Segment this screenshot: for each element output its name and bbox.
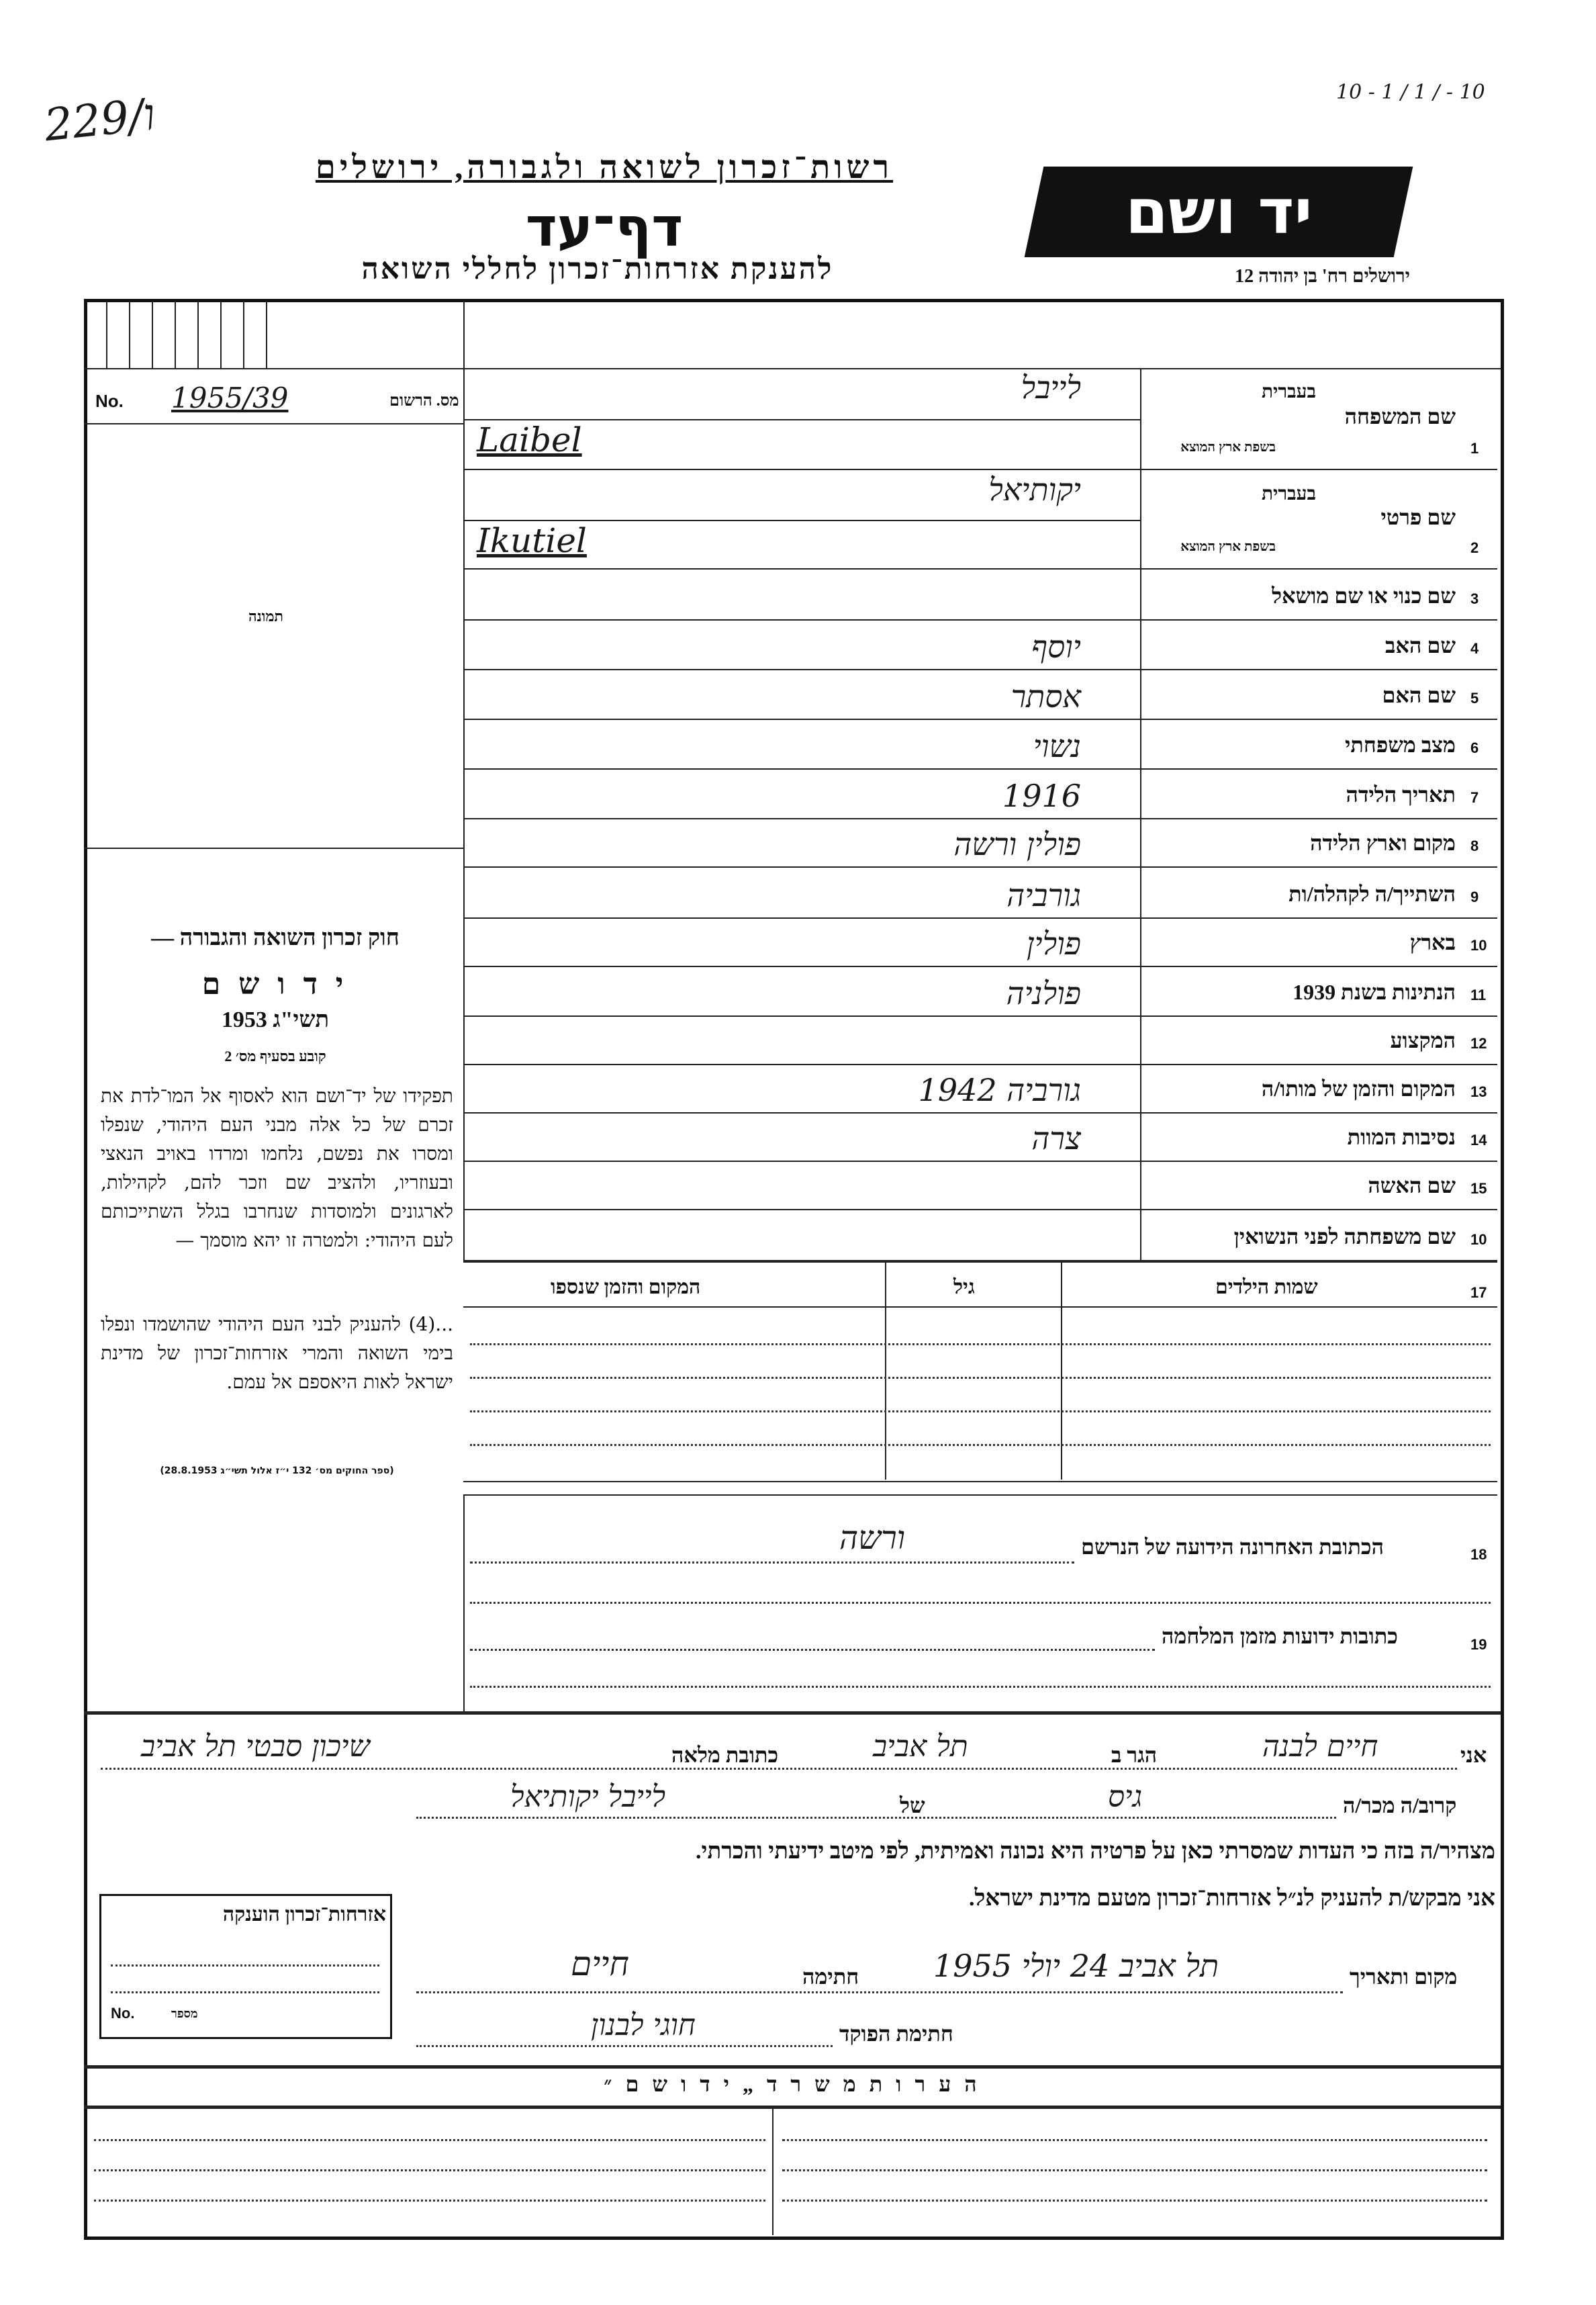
field-value: יקותיאל: [988, 471, 1081, 508]
field-value: פולניה: [1006, 975, 1081, 1011]
decl-officer-label: חתימת הפוקד: [839, 2022, 953, 2046]
law-year: תשי"ג 1953: [221, 1007, 330, 1032]
field-row-3: [463, 570, 1497, 621]
reg-no-label: No.: [95, 391, 124, 411]
field-num: 2: [1470, 539, 1479, 556]
field-label: שם משפחתה לפני הנשואין: [1233, 1224, 1456, 1249]
photo-label: תמונה: [248, 608, 283, 625]
address: ירושלים רח' בן יהודה 12: [1235, 266, 1410, 287]
field-value-latin: Ikutiel: [477, 521, 587, 560]
field-row-2: [463, 470, 1497, 570]
field-label: שם פרטי: [1380, 505, 1456, 529]
field-sub-hebrew: בעברית: [1261, 484, 1316, 504]
field-value: נשוי: [1033, 728, 1081, 764]
children-col-age: גיל: [953, 1276, 975, 1298]
field-label: בארץ: [1409, 930, 1456, 954]
law-name: י ד ו ש ם: [201, 968, 349, 1001]
field-label: נסיבות המוות: [1347, 1125, 1456, 1149]
form-title: דף־עד: [525, 196, 684, 259]
field-label: שם האב: [1385, 633, 1456, 658]
decl-gar-label: הגר ב: [1111, 1743, 1158, 1767]
field-num: 9: [1470, 889, 1479, 905]
field-num: 4: [1470, 640, 1479, 657]
children-col-names: שמות הילדים: [1215, 1276, 1318, 1298]
decl-line2: אני מבקש/ת להעניק לנ״ל אזרחות־זכרון מטעם מדינת ישראל.: [969, 1886, 1495, 1911]
field-num: 10: [1470, 937, 1487, 954]
field-row-5: [463, 670, 1497, 720]
field-label: השתייך/ה לקהלה/ות: [1288, 882, 1456, 906]
field18-label: הכתובת האחרונה הידועה של הנרשם: [1081, 1535, 1384, 1559]
decl-address-value: שיכון סבטי תל אביב: [141, 1729, 370, 1764]
field-row-12: [463, 1017, 1497, 1065]
field-row-6: [463, 720, 1497, 770]
children-num: 17: [1470, 1284, 1487, 1301]
field-num: 11: [1470, 987, 1487, 1003]
field-num: 6: [1470, 739, 1479, 756]
decl-gar-value: תל אביב: [873, 1729, 968, 1764]
decl-relation-label: קרוב/ה מכר/ה: [1343, 1793, 1457, 1817]
field-row-8: [463, 819, 1497, 868]
field-label: שם האשה: [1368, 1173, 1456, 1197]
field-value: אסתר: [1011, 678, 1081, 715]
field-label: תאריך הלידה: [1346, 782, 1456, 807]
children-col-place: המקום והזמן שנספו: [551, 1276, 701, 1298]
law-title: חוק זכרון השואה והגבורה —: [151, 925, 400, 950]
logo-text: יד ושם: [1125, 176, 1313, 248]
field-row-1: [463, 368, 1497, 470]
decl-ani: אני: [1460, 1743, 1487, 1767]
field-value: 1916: [1002, 778, 1081, 814]
field-num: 1: [1470, 440, 1479, 457]
citizenship-title: אזרחות־זכרון הוענקה: [222, 1903, 386, 1926]
law-clause: קובע בסעיף מס׳ 2: [224, 1048, 326, 1065]
field-num: 15: [1470, 1180, 1487, 1197]
field-value: יוסף: [1031, 629, 1081, 665]
field-row-14: [463, 1114, 1497, 1162]
field-value: פולין ורשה: [953, 826, 1081, 862]
field18-num: 18: [1470, 1546, 1487, 1563]
field-row-15: [463, 1162, 1497, 1210]
field-value: גורביה: [1006, 877, 1081, 913]
field-label: שם המשפחה: [1344, 404, 1456, 428]
decl-line1: מצהיר/ה בזה כי העדות שמסרתי כאן על פרטיה היא נכונה ואמיתית, לפי מיטב ידיעתי והכרתי.: [696, 1839, 1495, 1864]
field-value: צרה: [1031, 1120, 1081, 1157]
decl-signature-label: חתימה: [802, 1964, 859, 1989]
decl-signature-value: חיים: [571, 1944, 630, 1983]
field-num: 5: [1470, 690, 1479, 707]
field-num: 12: [1470, 1035, 1487, 1052]
field-row-13: [463, 1065, 1497, 1114]
field-row-10: [463, 919, 1497, 967]
decl-of-label: של: [900, 1793, 925, 1817]
field-row-9: [463, 868, 1497, 919]
field-sub-origin: בשפת ארץ המוצא: [1180, 440, 1276, 455]
field-row-16: [463, 1210, 1497, 1261]
field-num: 3: [1470, 590, 1479, 607]
decl-relation-value: גיס: [1108, 1780, 1143, 1814]
field-label: הנתינות בשנת 1939: [1293, 980, 1456, 1004]
field-label: מקום וארץ הלידה: [1310, 831, 1456, 855]
form-subtitle: להענקת אזרחות־זכרון לחללי השואה: [361, 253, 834, 285]
field-sub-hebrew: בעברית: [1261, 381, 1316, 402]
field-num: 7: [1470, 789, 1479, 806]
field-sub-origin: בשפת ארץ המוצא: [1180, 539, 1276, 554]
decl-officer-value: חוגי לבנון: [591, 2008, 696, 2042]
field18-value: ורשה: [839, 1519, 905, 1557]
decl-place-date-value: תל אביב 24 יולי 1955: [933, 1948, 1219, 1984]
decl-address-label: כתובת מלאה: [671, 1743, 779, 1767]
authority-line: רשות־זכרון לשואה ולגבורה, ירושלים: [315, 150, 894, 185]
citizenship-no-heb: מספר: [171, 2007, 198, 2020]
field-label: שם כנוי או שם מושאל: [1272, 584, 1456, 608]
field-num: 14: [1470, 1132, 1487, 1148]
field19-num: 19: [1470, 1636, 1487, 1653]
field-num: 8: [1470, 838, 1479, 854]
yad-vashem-logo: [1025, 167, 1413, 257]
remarks-title: ה ע ר ו ת מ ש ר ד „ י ד ו ש ם ״: [604, 2072, 981, 2096]
field-value: פולין: [1026, 925, 1081, 962]
field-value-latin: Laibel: [477, 420, 582, 459]
field-value: גורביה 1942: [918, 1072, 1081, 1108]
field-label: המקצוע: [1390, 1028, 1456, 1052]
decl-ani-value: חיים לבנה: [1262, 1729, 1378, 1764]
field-label: מצב משפחתי: [1344, 733, 1456, 757]
top-right-mark: 10 - 1 / 1 / - 10: [1336, 81, 1485, 104]
decl-place-date-label: מקום ותאריך: [1350, 1964, 1458, 1989]
field-row-4: [463, 621, 1497, 670]
field-value: לייבל: [1021, 369, 1081, 406]
decl-of-value: לייבל יקותיאל: [510, 1780, 666, 1814]
field-label: המקום והזמן של מותו/ה: [1261, 1077, 1456, 1101]
field-row-11: [463, 967, 1497, 1017]
citizenship-no-label: No.: [111, 2005, 135, 2022]
handwritten-reference: ו/229: [42, 88, 158, 152]
reg-no-heb-label: מס. הרשום: [389, 392, 459, 410]
field-num: 10: [1470, 1231, 1487, 1248]
field-label: שם האם: [1382, 683, 1456, 707]
law-body: תפקידו של יד־ושם הוא לאסוף אל המו־לדת את זכרם של כל אלה מבני העם היהודי, שנפלו ומסרו את נפשם, נלחמו ומרדו באויב הנאצי ובעוזריו, ולהציב שם וזכר להם, לקהילות, לארגונים ולמוסדות שנחרבו בגלל השתייכותם לעם היהודי: ולמטרה זו יהא מוסמך —: [101, 1085, 453, 1251]
law-source: (ספר החוקים מס׳ 132 י״ז אלול תשי״ג 28.8.1953): [160, 1465, 394, 1476]
law-clause-4: ...(4) להעניק לבני העם היהודי שהושמדו ונפלו בימי השואה והמרי אזרחות־זכרון של מדינת ישראל לאות היאספם אל עמם.: [101, 1313, 453, 1393]
reg-no-value: 1955/39: [171, 381, 289, 414]
field-row-7: [463, 770, 1497, 819]
field-num: 13: [1470, 1083, 1487, 1100]
field19-label: כתובות ידועות מזמן המלחמה: [1162, 1624, 1398, 1648]
